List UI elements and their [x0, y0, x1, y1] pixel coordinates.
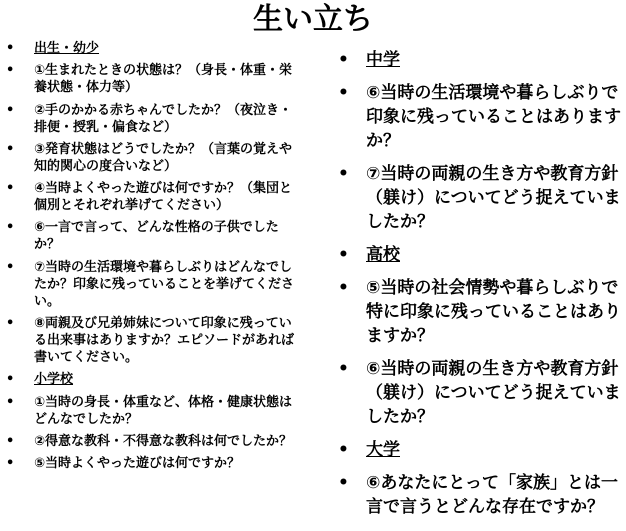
- section-heading-elementary: • 小学校: [6, 371, 296, 388]
- left-column-list: [6, 40, 296, 478]
- list-item: • ②得意な教科・不得意な教科は何でしたか？: [6, 433, 296, 450]
- list-item: • ⑥当時の生活環境や暮らしぶりで印象に残っていることはありますか？: [338, 81, 626, 153]
- list-item: • ⑦当時の生活環境や暮らしぶりはどんなでしたか？印象に残っていることを挙げてください。: [6, 259, 296, 310]
- list-item: • ③発育状態はどうでしたか？（言葉の覚えや知的関心の度合いなど）: [6, 141, 296, 175]
- section-heading-birth: • 出生・幼少: [6, 40, 296, 57]
- list-item: • ⑦当時の両親の生き方や教育方針（躾け）についてどう捉えていましたか？: [338, 162, 626, 234]
- list-item: • ⑤当時の社会情勢や暮らしぶりで特に印象に残っていることはありますか？: [338, 276, 626, 348]
- list-item: • ①生まれたときの状態は？（身長・体重・栄養状態・体力等）: [6, 62, 296, 96]
- list-item: • ⑥あなたにとって「家族」とは一言で言うとどんな存在ですか？: [338, 471, 626, 519]
- section-heading-junior: • 中学: [338, 48, 626, 72]
- list-item: • ⑥一言で言って、どんな性格の子供でしたか？: [6, 219, 296, 253]
- section-heading-university: • 大学: [338, 438, 626, 462]
- list-item: • ⑧両親及び兄弟姉妹について印象に残っている出来事はありますか？エピソードがあれば書いてください。: [6, 315, 296, 366]
- list-item: • ④当時よくやった遊びは何ですか？（集団と個別とそれぞれ挙げてください）: [6, 180, 296, 214]
- page-title: 生い立ち: [253, 2, 373, 37]
- list-item: • ①当時の身長・体重など、体格・健康状態はどんなでしたか？: [6, 394, 296, 428]
- section-heading-high: • 高校: [338, 243, 626, 267]
- list-item: • ②手のかかる赤ちゃんでしたか？（夜泣き・排便・授乳・偏食など）: [6, 102, 296, 136]
- list-item: • ⑤当時よくやった遊びは何ですか？: [6, 455, 296, 472]
- list-item: • ⑥当時の両親の生き方や教育方針（躾け）についてどう捉えていましたか？: [338, 357, 626, 429]
- right-column-list: [338, 48, 626, 528]
